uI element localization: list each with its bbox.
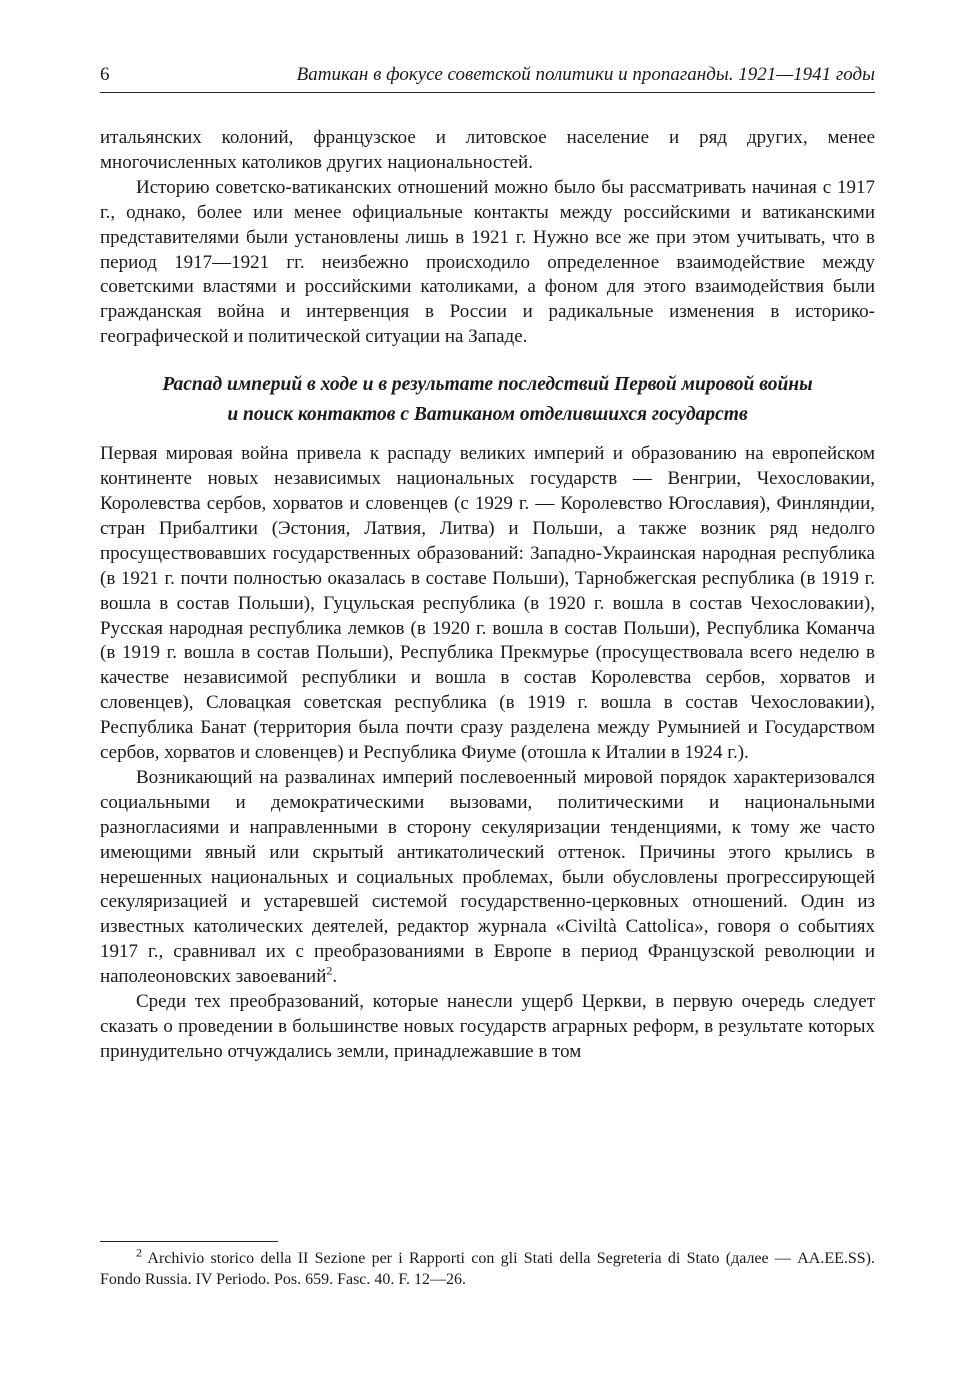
footnote — [100, 1245, 875, 1290]
footnotes — [100, 1241, 875, 1290]
footnote-mark: 2 — [136, 1245, 142, 1260]
body-text — [100, 126, 875, 1065]
footnote-text: Archivio storico della II Sezione per i Rapporti con gli Stati della Segreteria di Stato (далее — AA.EE.SS). Fondo Russia. IV Periodo. Pos. 659. Fasc. 40. F. 12—26. — [100, 1250, 875, 1288]
footnote-rule — [100, 1241, 278, 1242]
paragraph-text: Возникающий на развалинах империй послевоенный мировой порядок характеризовался социальными и демократическими вызовами, политическими и национальными разногласиями и направленными в сторону секуляризации тенденциями, к тому же часто имеющими явный или скрытый антикатолический оттенок. Причины этого крылись в нерешенных национальных и социальных проблемах, были обусловлены прогрессирующей секуляризацией и устаревшей системой государственно-церковных отношений. Один из известных католических деятелей, редактор журнала «Civiltà Cattolica», говоря о событиях 1917 г., сравнивал их с преобразованиями в Европе в период Французской революции и наполеоновских завоеваний — [100, 766, 875, 988]
section-first-paragraph: Первая мировая война привела к распаду великих империй и образованию на европейском континенте новых независимых национальных государств — Венгрии, Чехословакии, Королевства сербов, хорватов и словенцев (с 1929 г. — Королевство Югославия), Финляндии, стран Прибалтики (Эстония, Латвия, Литва) и Польши, а также возник ряд недолго просуществовавших государственных образований: Западно-Украинская народная республика (в 1921 г. почти полностью оказалась в составе Польши), Тарнобжегская республика (в 1919 г. вошла в состав Польши), Гуцульская республика (в 1920 г. вошла в состав Чехословакии), Русская народная республика лемков (в 1920 г. вошла в состав Польши), Республика Команча (в 1919 г. вошла в состав Польши), Республика Прекмурье (просуществовала всего неделю в качестве независимой республики и вошла в состав Королевства сербов, хорватов и словенцев), Словацкая советская республика (в 1919 г. вошла в состав Чехословакии), Республика Банат (территория была почти сразу разделена между Румынией и Государством сербов, хорватов и словенцев) и Республика Фиуме (отошла к Италии в 1924 г.). — [100, 443, 875, 764]
section-heading-line-1: Распад империй в ходе и в результате последствий Первой мировой войны — [162, 374, 813, 396]
section-heading — [100, 370, 875, 430]
paragraph: Среди тех преобразований, которые нанесли ущерб Церкви, в первую очередь следует сказать о проведении в большинстве новых государств аграрных реформ, в результате которых принудительно отчуждались земли, принадлежавшие в том — [100, 991, 875, 1062]
page-number: 6 — [100, 64, 110, 85]
paragraph: Историю советско-ватиканских отношений можно было бы рассматривать начиная с 1917 г., однако, более или менее официальные контакты между российскими и ватиканскими представителями были установлены лишь в 1921 г. Нужно все же при этом учитывать, что в период 1917—1921 гг. неизбежно происходило определенное взаимодействие между советскими властями и российскими католиками, а фоном для этого взаимодействия были гражданская война и интервенция в России и радикальные изменения в историко-географической и политической ситуации на Западе. — [100, 176, 875, 348]
page — [100, 64, 875, 1065]
paragraph-with-note: Возникающий на развалинах империй послевоенный мировой порядок характеризовался социальными и демократическими вызовами, политическими и национальными разногласиями и направленными в сторону секуляризации тенденциями, к тому же часто имеющими явный или скрытый антикатолический оттенок. Причины этого крылись в нерешенных национальных и социальных проблемах, были обусловлены прогрессирующей секуляризацией и устаревшей системой государственно-церковных отношений. Один из известных католических деятелей, редактор журнала «Civiltà Cattolica», говоря о событиях 1917 г., сравнивал их с преобразованиями в Европе в период Французской революции и наполеоновских завоеваний$^2$. — [100, 766, 875, 988]
running-header — [100, 64, 875, 93]
section-heading-line-2: и поиск контактов с Ватиканом отделившихся государств — [227, 404, 748, 426]
paragraph-continuation: итальянских колоний, французское и литовское население и ряд других, менее многочисленных католиков других национальностей. — [100, 127, 875, 173]
footnote-reference[interactable]: 2 — [326, 963, 333, 978]
running-title: Ватикан в фокусе советской политики и пропаганды. 1921—1941 годы — [296, 64, 875, 85]
